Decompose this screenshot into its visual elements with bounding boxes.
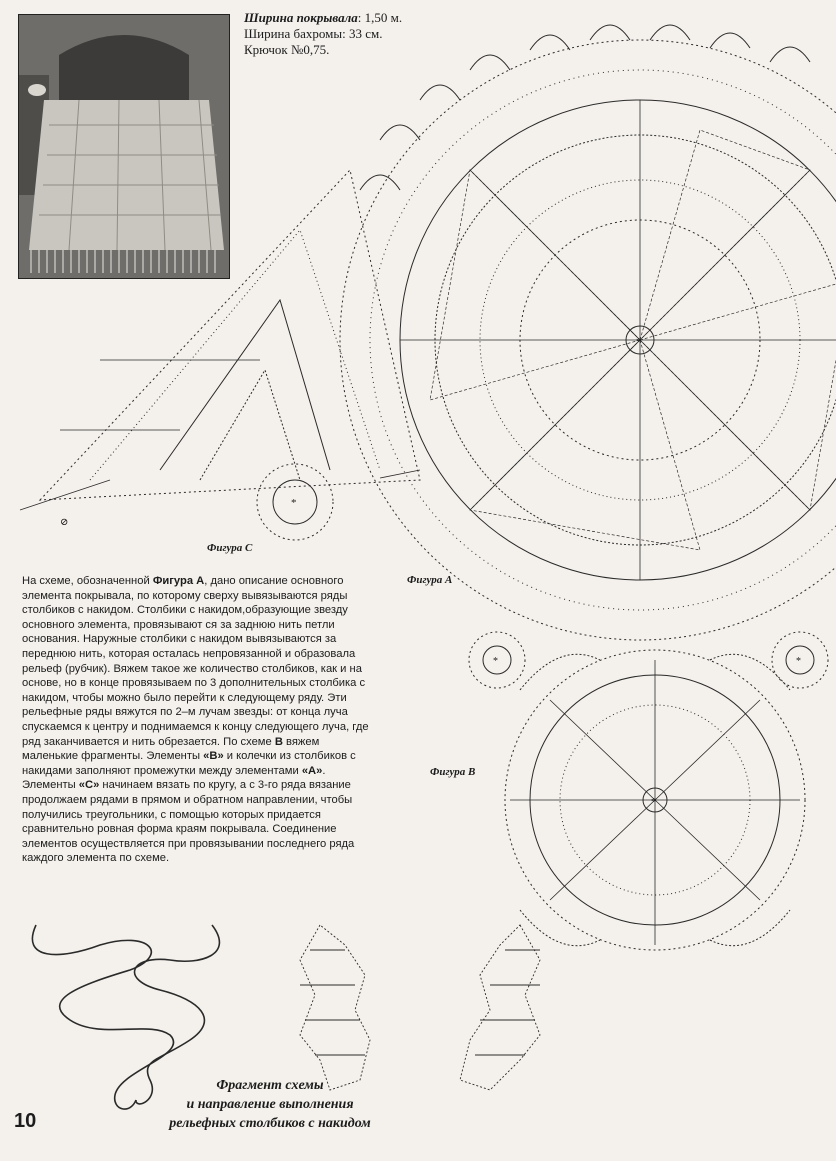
caption-line-3: рельефных столбиков с накидом — [169, 1116, 371, 1131]
desc-part: , дано описание основного элемента покрывала, по которому сверху вывязываются ряды столбиков с накидом. Столбики с накидом,образующие звезду основного элемента, провязывают ся за заднюю нить петли основания. Наружные столбики с накидом вывязываются за переднюю нить, которая осталась непровязанной и образовала рельеф (рубчик). Вяжем такое же количество столбиков, как и на основе, но в конце провязываем по 3 дополнительных столбика с накидом, чтобы можно было перейти к следующему ряду. Эти рельефные ряды вяжутся по 2–м лучам звезды: от конца луча спускаемся к центру и поднимаемся к концу следующего луча, где ряд заканчивается и нить обрезается. По схеме — [22, 575, 369, 748]
spec-fringe: Ширина бахромы: 33 см. — [244, 26, 383, 41]
desc-fig-a: Фигура А — [152, 575, 205, 587]
figure-b-motif — [505, 650, 805, 950]
spec-width-label: Ширина покрывала — [244, 10, 358, 25]
description-text — [22, 574, 374, 866]
page-number: 10 — [14, 1110, 37, 1132]
figure-a-label: Фигура А — [407, 574, 453, 586]
svg-text:*: * — [636, 336, 642, 348]
spec-width-value: : 1,50 м. — [357, 10, 403, 25]
ring-right — [772, 632, 828, 688]
caption-line-1: Фрагмент схемы — [216, 1078, 324, 1093]
desc-bold: В — [274, 735, 283, 748]
desc-part: вяжем маленькие фрагменты. Элементы — [22, 735, 320, 763]
fragment-caption — [150, 1076, 390, 1133]
caption-line-2: и направление выполнения — [186, 1097, 354, 1112]
desc-bold: «С» — [78, 779, 100, 792]
desc-part: и колечки из столбиков с накидами заполняют промежутки между элементами — [22, 750, 356, 777]
desc-bold: «В» — [203, 750, 224, 763]
figure-c-label: Фигура С — [207, 542, 253, 554]
desc-part: начинаем вязать по кругу, а с 3-го ряда вязание продолжаем рядами в прямом и обратном направлении, чтобы получились треугольники, с помощью которых придается сравнительно ровная форма краям покрывала. Соединение элементов осуществляется при провязывании последнего ряда каждого элемента по схеме. — [22, 779, 355, 865]
desc-part: . Элементы — [22, 764, 326, 792]
ring-left — [469, 632, 525, 688]
figure-b-label: Фигура В — [430, 766, 476, 778]
desc-bold: «А» — [301, 764, 323, 777]
svg-text:*: * — [291, 497, 297, 509]
svg-text:*: * — [651, 796, 657, 808]
spec-hook: Крючок №0,75. — [244, 42, 330, 57]
desc-part: На схеме, обозначенной — [22, 575, 153, 587]
svg-text:*: * — [493, 656, 498, 667]
svg-text:*: * — [796, 656, 801, 667]
figure-c-motif — [20, 170, 420, 540]
fragment-stitch-fans — [300, 925, 540, 1090]
svg-text:⊘: ⊘ — [60, 517, 69, 528]
figure-a-motif — [340, 25, 836, 640]
